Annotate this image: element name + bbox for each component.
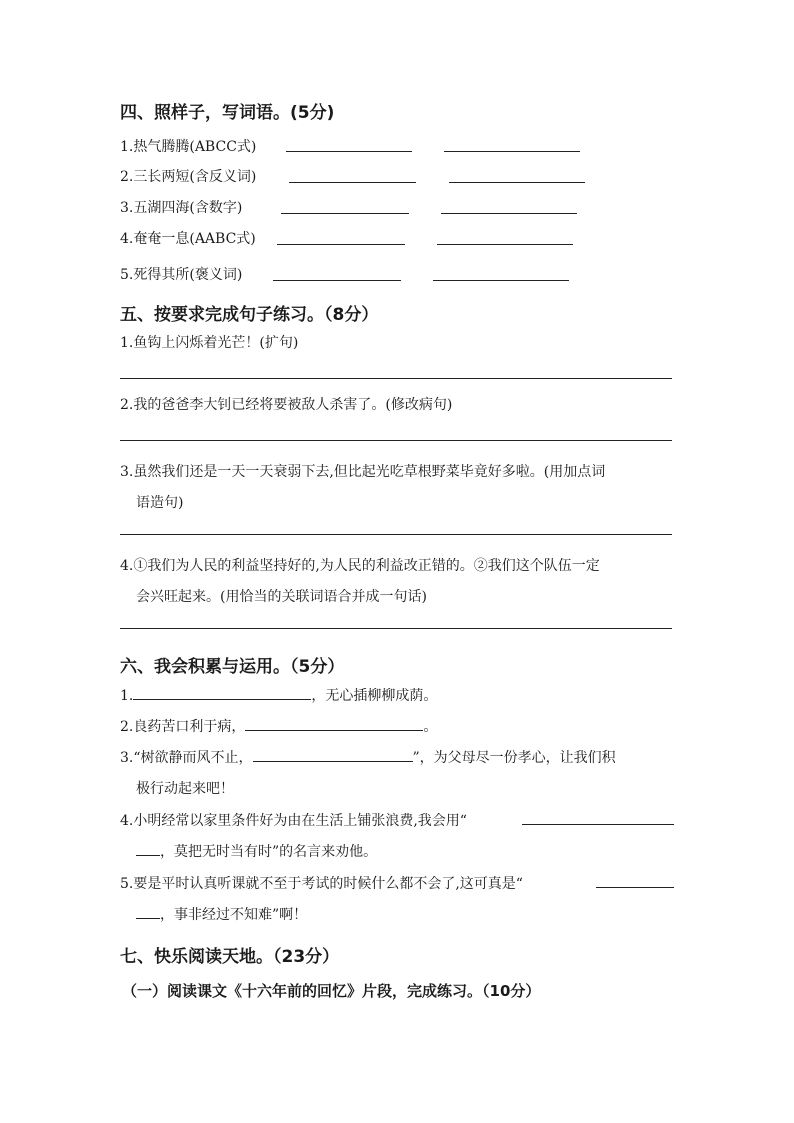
sec6-q2-suffix: 。 bbox=[423, 719, 438, 735]
sec6-q4-line2: ，莫把无时当有时”的名言来劝他。 bbox=[160, 844, 378, 860]
sec6-q5-blank-b[interactable] bbox=[136, 918, 160, 919]
sec6-q3-line1 bbox=[120, 747, 616, 767]
sec6-q2-prefix: 2.良药苦口利于病， bbox=[120, 719, 246, 735]
section-7-title: 七、快乐阅读天地。（23分） bbox=[120, 947, 340, 967]
sec6-q3-suffix: ”，为父母尽一份孝心，让我们积 bbox=[412, 750, 616, 766]
sec4-answer-2b[interactable] bbox=[449, 182, 585, 183]
sec5-q3-line2: 语造句) bbox=[136, 495, 184, 511]
sec6-q1 bbox=[120, 685, 437, 705]
sec5-q4-line2: 会兴旺起来。(用恰当的关联词语合并成一句话) bbox=[136, 589, 427, 605]
section-5-title: 五、按要求完成句子练习。（8分） bbox=[120, 305, 379, 325]
sec4-answer-4a[interactable] bbox=[277, 244, 405, 245]
section-4-title: 四、照样子，写词语。(5分) bbox=[120, 103, 335, 123]
sec5-q2: 2.我的爸爸李大钊已经将要被敌人杀害了。(修改病句) bbox=[120, 397, 453, 413]
sec6-q3-prefix: 3.“树欲静而风不止， bbox=[120, 750, 253, 766]
sec5-q4-line1: 4.①我们为人民的利益坚持好的,为人民的利益改正错的。②我们这个队伍一定 bbox=[120, 558, 600, 574]
sec4-answer-5a[interactable] bbox=[273, 280, 401, 281]
sec4-answer-4b[interactable] bbox=[437, 244, 573, 245]
sec6-q5-line2: ，事非经过不知难”啊！ bbox=[160, 907, 308, 923]
sec4-item-4: 4.奄奄一息(AABC式) bbox=[120, 231, 256, 247]
sec6-q1-prefix: 1. bbox=[120, 688, 134, 704]
sec4-item-5: 5.死得其所(褒义词) bbox=[120, 267, 243, 283]
sec6-q5-line1: 5.要是平时认真听课就不至于考试的时候什么都不会了,这可真是“ bbox=[120, 876, 523, 892]
sec6-q4-line1: 4.小明经常以家里条件好为由在生活上铺张浪费,我会用“ bbox=[120, 813, 467, 829]
sec4-answer-2a[interactable] bbox=[289, 182, 416, 183]
sec6-q3-blank[interactable] bbox=[253, 747, 413, 762]
sec4-answer-3a[interactable] bbox=[281, 213, 409, 214]
sec6-q4-blank-a[interactable] bbox=[522, 824, 674, 825]
sec6-q2-blank[interactable] bbox=[245, 716, 423, 731]
sec5-q1-answer-line[interactable] bbox=[120, 378, 672, 379]
sec4-answer-1a[interactable] bbox=[286, 151, 412, 152]
sec5-q3-answer-line[interactable] bbox=[120, 534, 672, 535]
sec6-q2 bbox=[120, 716, 437, 736]
section-6-title: 六、我会积累与运用。（5分） bbox=[120, 657, 345, 677]
sec5-q2-answer-line[interactable] bbox=[120, 440, 672, 441]
sec4-item-3: 3.五湖四海(含数字) bbox=[120, 200, 243, 216]
sec4-item-1: 1.热气腾腾(ABCC式) bbox=[120, 139, 257, 155]
sec6-q5-blank-a[interactable] bbox=[596, 887, 674, 888]
sec6-q4-blank-b[interactable] bbox=[136, 855, 160, 856]
sec4-answer-3b[interactable] bbox=[441, 213, 577, 214]
sec4-answer-5b[interactable] bbox=[433, 280, 569, 281]
sec6-q1-blank[interactable] bbox=[133, 685, 311, 700]
sec6-q3-line2: 极行动起来吧！ bbox=[136, 781, 234, 797]
sec7-subtitle: （一）阅读课文《十六年前的回忆》片段，完成练习。（10分） bbox=[122, 982, 541, 1000]
sec4-item-2: 2.三长两短(含反义词) bbox=[120, 169, 257, 185]
sec5-q1: 1.鱼钩上闪烁着光芒！(扩句) bbox=[120, 335, 299, 351]
sec4-answer-1b[interactable] bbox=[444, 151, 580, 152]
sec5-q3-line1: 3.虽然我们还是一天一天衰弱下去,但比起光吃草根野菜毕竟好多啦。(用加点词 bbox=[120, 464, 606, 480]
sec6-q1-suffix: ，无心插柳柳成荫。 bbox=[311, 688, 438, 704]
sec5-q4-answer-line[interactable] bbox=[120, 628, 672, 629]
